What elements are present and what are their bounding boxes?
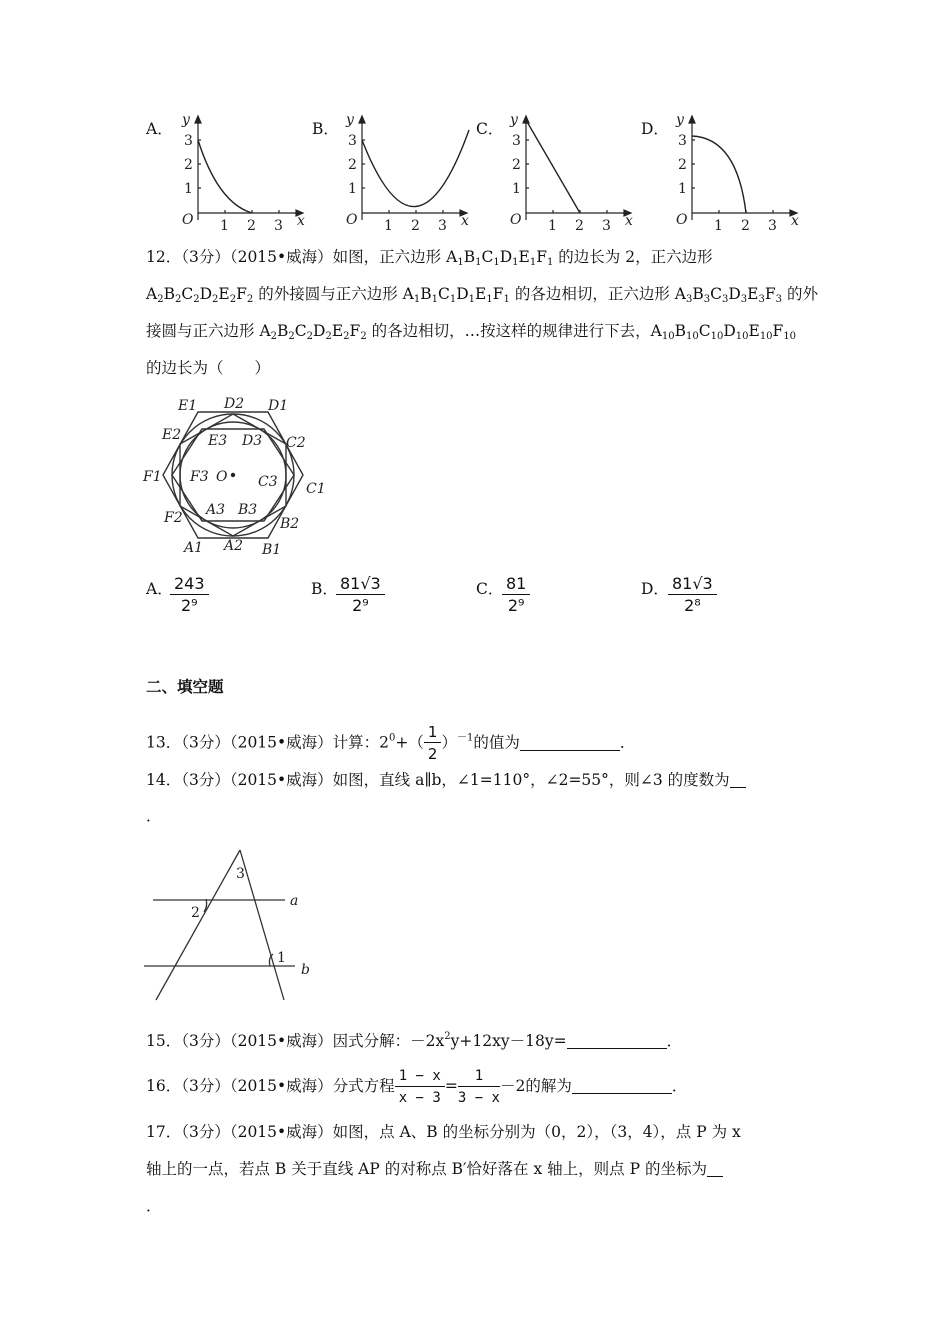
svg-text:y: y	[182, 112, 190, 128]
graph-a	[168, 108, 308, 233]
svg-text:1: 1	[184, 181, 193, 197]
svg-text:3: 3	[512, 133, 521, 149]
transversal-left	[156, 850, 240, 1000]
svg-text:1: 1	[220, 218, 229, 233]
q16-answer-blank[interactable]	[572, 1093, 672, 1094]
svg-text:O: O	[346, 212, 358, 228]
svg-text:3: 3	[184, 133, 193, 149]
q15-answer-blank[interactable]	[567, 1048, 667, 1049]
svg-text:F2: F2	[164, 510, 183, 526]
svg-text:O: O	[510, 212, 522, 228]
graph-b	[332, 108, 472, 233]
svg-text:2: 2	[512, 157, 521, 173]
svg-text:1: 1	[512, 181, 521, 197]
q12-hexagon-figure	[140, 390, 340, 565]
svg-text:3: 3	[274, 218, 283, 233]
svg-text:3: 3	[438, 218, 447, 233]
q17-line-1: 17．（3分）（2015•威海）如图，点 A、B 的坐标分别为（0，2），（3，4），点 P 为 x	[146, 1123, 741, 1141]
q12-option-a-label: A．	[146, 580, 173, 598]
svg-text:1: 1	[348, 181, 357, 197]
q12-option-c-value: $\frac{81}{\text{2⁹}}$	[502, 574, 530, 617]
svg-text:2: 2	[741, 218, 750, 233]
svg-text:2: 2	[247, 218, 256, 233]
svg-text:3: 3	[768, 218, 777, 233]
svg-text:B1: B1	[262, 542, 282, 558]
graph-d	[662, 108, 802, 233]
svg-text:F3: F3	[190, 469, 209, 485]
svg-text:y: y	[346, 112, 354, 128]
svg-text:B3: B3	[238, 502, 258, 518]
svg-text:1: 1	[384, 218, 393, 233]
q17-answer-blank[interactable]	[707, 1176, 723, 1177]
svg-text:O: O	[676, 212, 688, 228]
option-d-label: D．	[641, 120, 669, 138]
svg-text:2: 2	[184, 157, 193, 173]
svg-text:F1: F1	[143, 469, 162, 485]
q12-line-1: 12．（3分）（2015•威海）如图，正六边形 $A_1B_1C_1D_1E_1F_1$ 的边长为 2，正六边形	[146, 248, 713, 268]
svg-text:E2: E2	[162, 427, 182, 443]
graph-c	[496, 108, 636, 233]
q14-answer-blank[interactable]	[730, 787, 746, 788]
svg-text:3: 3	[348, 133, 357, 149]
svg-text:2: 2	[575, 218, 584, 233]
svg-text:E1: E1	[178, 398, 198, 414]
svg-text:a: a	[290, 893, 299, 909]
q17-line-2: 轴上的一点，若点 B 关于直线 AP 的对称点 B′恰好落在 x 轴上，则点 P 的坐标为	[146, 1159, 723, 1179]
svg-text:x: x	[625, 213, 633, 229]
svg-text:2: 2	[678, 157, 687, 173]
q13-answer-blank[interactable]	[520, 750, 620, 751]
svg-text:1: 1	[277, 950, 286, 966]
q16-line: 16．（3分）（2015•威海）分式方程 $\frac{1 - x}{x - 3}$ = $\frac{1}{3 - x}$ －2的解为 ．	[146, 1067, 688, 1106]
svg-text:A2: A2	[224, 538, 244, 554]
q12-option-b-label: B．	[311, 580, 338, 598]
curve-b	[362, 130, 469, 207]
svg-text:D2: D2	[224, 396, 245, 412]
svg-text:2: 2	[348, 157, 357, 173]
origin-label: O	[182, 212, 194, 228]
svg-text:3: 3	[678, 133, 687, 149]
option-b-label: B．	[312, 120, 339, 138]
svg-text:2: 2	[411, 218, 420, 233]
svg-text:x: x	[461, 213, 469, 229]
svg-text:D1: D1	[268, 398, 289, 414]
svg-text:E3: E3	[208, 433, 228, 449]
svg-text:1: 1	[714, 218, 723, 233]
curve-d	[692, 136, 746, 213]
q15-line: 15．（3分）（2015•威海）因式分解：$-2x^2y+12xy-18y=$ ．	[146, 1031, 683, 1050]
q12-option-a-value: $\frac{243}{\text{2⁹}}$	[170, 574, 209, 617]
svg-text:A1: A1	[184, 540, 204, 556]
q12-option-b-value: $\frac{81√3}{\text{2⁹}}$	[336, 574, 385, 617]
svg-text:y: y	[510, 112, 518, 128]
q12-option-d-value: $\frac{81√3}{\text{2⁸}}$	[668, 574, 717, 617]
svg-text:C3: C3	[258, 474, 278, 490]
svg-text:2: 2	[191, 905, 200, 921]
svg-text:C2: C2	[286, 435, 306, 451]
svg-text:1: 1	[678, 181, 687, 197]
center-point	[231, 473, 235, 477]
line-c	[526, 120, 580, 213]
q12-line-4: 的边长为（ ）	[146, 359, 271, 377]
svg-text:B2: B2	[280, 516, 300, 532]
q13-line: 13．（3分）（2015•威海）计算：$2^0+$（ $\frac{1}{2}$ ）$^{-1}$的值为 ．	[146, 723, 636, 763]
section-title: 二、填空题	[146, 678, 224, 696]
svg-text:O: O	[216, 469, 228, 485]
svg-text:3: 3	[602, 218, 611, 233]
svg-text:b: b	[301, 962, 310, 978]
option-c-label: C．	[476, 120, 504, 138]
q17-line-3: ．	[146, 1197, 162, 1215]
svg-text:x: x	[297, 213, 305, 229]
svg-text:x: x	[791, 213, 799, 229]
q12-option-d-label: D．	[641, 580, 669, 598]
q14-line-2: ．	[146, 807, 162, 825]
q14-figure	[140, 846, 320, 1006]
svg-text:D3: D3	[242, 433, 263, 449]
q14-line-1: 14．（3分）（2015•威海）如图，直线 a∥b，∠1=110°，∠2=55°，则∠3 的度数为	[146, 770, 746, 790]
svg-text:y: y	[676, 112, 684, 128]
curve-a	[198, 140, 252, 213]
svg-text:A3: A3	[206, 502, 226, 518]
svg-text:1: 1	[548, 218, 557, 233]
q12-line-3: 接圆与正六边形 $A_2B_2C_2D_2E_2F_2$ 的各边相切，…按这样的规律进行下去，$A_{10}B_{10}C_{10}D_{10}E_{10}F_{10}$	[146, 322, 797, 342]
svg-text:3: 3	[236, 866, 245, 882]
q12-option-c-label: C．	[476, 580, 504, 598]
transversal-right	[240, 850, 284, 1000]
q12-line-2: $A_2B_2C_2D_2E_2F_2$ 的外接圆与正六边形 $A_1B_1C_1D_1E_1F_1$ 的各边相切，正六边形 $A_3B_3C_3D_3E_3F_3$ 的外	[146, 285, 818, 305]
svg-text:C1: C1	[306, 481, 326, 497]
option-a-label: A．	[146, 120, 173, 138]
